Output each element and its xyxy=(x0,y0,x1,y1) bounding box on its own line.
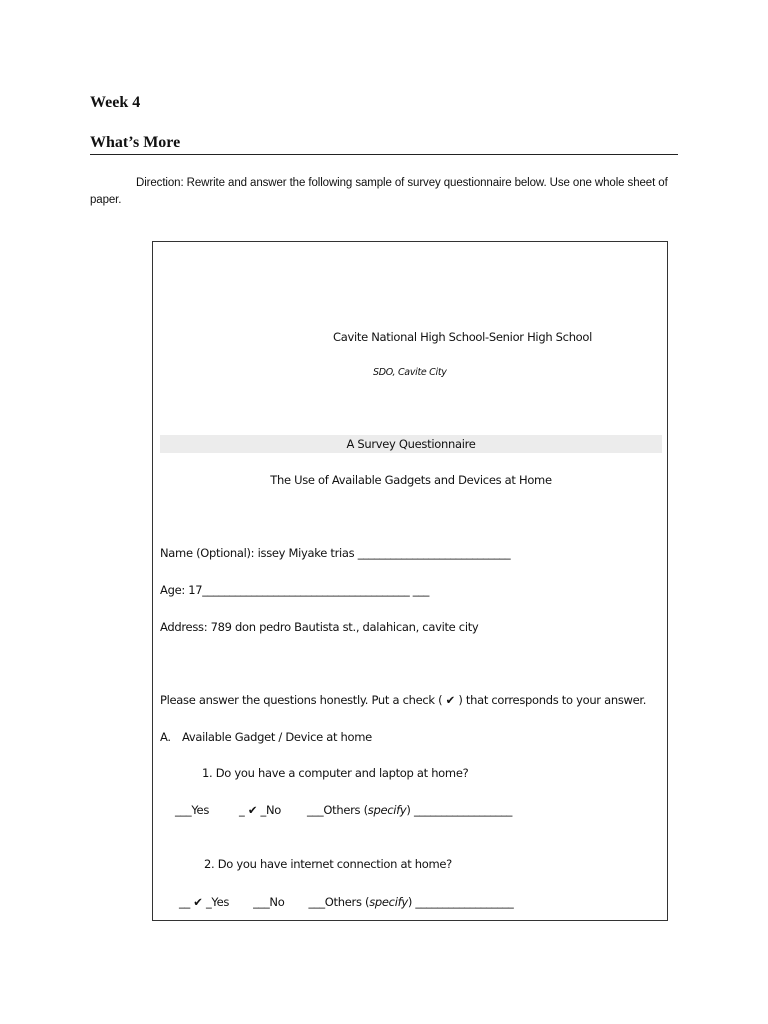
survey-title-band xyxy=(160,435,662,453)
sdo-label: SDO, Cavite City xyxy=(373,367,447,378)
question-2: 2. Do you have internet connection at home? xyxy=(204,857,452,871)
section-a-letter: A. xyxy=(160,730,171,744)
q1-option-yes: ___Yes xyxy=(175,803,210,817)
survey-form-box xyxy=(152,241,668,921)
question-2-options xyxy=(179,895,514,909)
section-a-title: Available Gadget / Device at home xyxy=(182,730,372,744)
q2-specify-label: specify xyxy=(369,895,408,909)
survey-topic: The Use of Available Gadgets and Devices at Home xyxy=(270,473,552,487)
q2-option-others: ___Others (specify) __________________ xyxy=(308,895,514,909)
address-field-line: Address: 789 don pedro Bautista st., dalahican, cavite city xyxy=(160,620,479,634)
q2-option-no: ___No xyxy=(253,895,285,909)
q1-specify-label: specify xyxy=(367,803,407,817)
survey-title: A Survey Questionnaire xyxy=(346,437,476,451)
question-1: 1. Do you have a computer and laptop at home? xyxy=(202,766,469,780)
direction-text: Direction: Rewrite and answer the following sample of survey questionnaire below. Use one whole sheet of paper. xyxy=(90,177,668,206)
direction-paragraph xyxy=(90,175,680,209)
section-a-heading xyxy=(160,730,372,744)
school-name: Cavite National High School-Senior High School xyxy=(333,330,593,344)
section-divider xyxy=(90,154,678,155)
instructions-text: Please answer the questions honestly. Put a check ( ✔ ) that corresponds to your answer. xyxy=(160,693,647,707)
q1-option-no: _ ✔ _No xyxy=(239,803,282,817)
week-heading: Week 4 xyxy=(90,94,141,111)
q2-option-yes: __ ✔ _Yes xyxy=(179,895,230,909)
question-1-options xyxy=(175,803,512,817)
q1-option-others: ___Others (specify) __________________ xyxy=(307,803,513,817)
section-title: What’s More xyxy=(90,134,181,151)
age-field-line: Age: 17______________________________________ ___ xyxy=(160,583,430,597)
name-field-line: Name (Optional): issey Miyake trias ____________________________ xyxy=(160,546,511,560)
